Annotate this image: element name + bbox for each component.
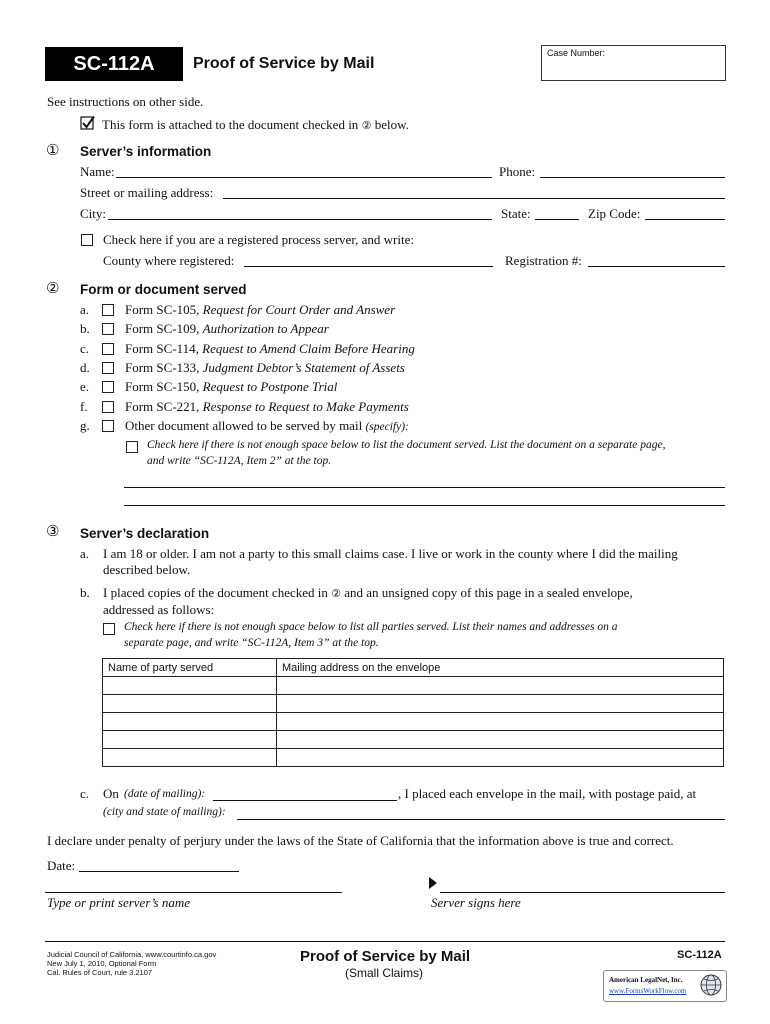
table-row xyxy=(103,749,724,767)
doc-desc: Request to Postpone Trial xyxy=(202,379,338,394)
street-label: Street or mailing address: xyxy=(80,185,214,200)
phone-field[interactable] xyxy=(540,177,725,178)
attached-text-pre: This form is attached to the document checked in xyxy=(102,117,359,132)
state-label: State: xyxy=(501,206,531,221)
doc-letter: g. xyxy=(80,418,90,433)
address-cell[interactable] xyxy=(277,695,724,713)
globe-icon xyxy=(700,974,722,996)
doc-checkbox[interactable] xyxy=(102,420,114,432)
form-code-badge xyxy=(45,47,183,81)
other-doc-specify: (specify): xyxy=(365,421,409,433)
address-cell[interactable] xyxy=(277,677,724,695)
footer-title: Proof of Service by Mail xyxy=(300,948,471,965)
doc-desc: Request for Court Order and Answer xyxy=(202,302,396,317)
doc-checkbox[interactable] xyxy=(102,304,114,316)
legalnet-name: American LegalNet, Inc. xyxy=(609,976,683,984)
decl-c-letter: c. xyxy=(80,786,90,801)
county-label: County where registered: xyxy=(103,253,235,268)
footer-form-code: SC-112A xyxy=(677,949,722,961)
server-name-label: Type or print server’s name xyxy=(47,895,190,910)
decl-b-ref: ② xyxy=(331,587,342,600)
form-code: SC-112A xyxy=(73,52,155,75)
party-name-cell[interactable] xyxy=(103,677,277,695)
doc-checkbox[interactable] xyxy=(102,343,114,355)
column-header: Mailing address on the envelope xyxy=(277,659,724,677)
table-row xyxy=(103,713,724,731)
mailing-city-field[interactable] xyxy=(237,819,725,820)
doc-space-note-1: Check here if there is not enough space below to list the document served. List the document on a separate page, xyxy=(147,439,666,451)
party-name-cell[interactable] xyxy=(103,749,277,767)
doc-letter: a. xyxy=(80,302,90,317)
city-field[interactable] xyxy=(108,219,492,220)
parties-table xyxy=(102,658,724,767)
doc-form: Form SC-150, xyxy=(125,379,200,394)
section2-title: Form or document served xyxy=(80,282,247,297)
footer-divider xyxy=(45,941,725,942)
party-name-cell[interactable] xyxy=(103,695,277,713)
zip-label: Zip Code: xyxy=(588,206,641,221)
footer-council: Judicial Council of California, www.courtinfo.ca.gov xyxy=(47,950,217,959)
party-name-cell[interactable] xyxy=(103,713,277,731)
case-number-field[interactable] xyxy=(541,45,726,81)
doc-letter: d. xyxy=(80,360,90,375)
name-label: Name: xyxy=(80,164,115,179)
form-title: Proof of Service by Mail xyxy=(193,55,375,72)
name-field[interactable] xyxy=(116,177,492,178)
table-row xyxy=(103,695,724,713)
doc-letter: e. xyxy=(80,379,90,394)
section3-title: Server’s declaration xyxy=(80,526,210,541)
doc-checkbox[interactable] xyxy=(102,381,114,393)
doc-letter: b. xyxy=(80,321,90,336)
zip-field[interactable] xyxy=(645,219,725,220)
doc-form: Form SC-114, xyxy=(125,341,199,356)
attached-statement xyxy=(102,117,409,133)
attached-checkbox[interactable] xyxy=(80,115,94,129)
mailing-city-label: (city and state of mailing): xyxy=(103,806,226,818)
signature-label: Server signs here xyxy=(431,895,521,910)
footer-left xyxy=(47,950,267,977)
footer-subtitle: (Small Claims) xyxy=(345,966,423,980)
mailing-date-field[interactable] xyxy=(213,800,397,801)
table-header-row xyxy=(103,659,724,677)
doc-desc: Authorization to Appear xyxy=(202,321,329,336)
section2-number: ② xyxy=(46,279,60,297)
party-name-cell[interactable] xyxy=(103,731,277,749)
doc-item xyxy=(125,341,415,357)
other-doc-field-line[interactable] xyxy=(124,487,725,488)
doc-item xyxy=(125,302,395,318)
perjury-declaration: I declare under penalty of perjury under the laws of the State of California that the information above is true and correct. xyxy=(47,833,674,848)
table-row xyxy=(103,677,724,695)
address-cell[interactable] xyxy=(277,749,724,767)
doc-item xyxy=(125,399,409,415)
doc-item xyxy=(125,321,329,337)
doc-desc: Judgment Debtor’s Statement of Assets xyxy=(202,360,405,375)
server-name-field[interactable] xyxy=(45,892,342,893)
signature-field[interactable] xyxy=(440,892,725,893)
sign-arrow-icon xyxy=(428,876,438,890)
doc-item xyxy=(125,360,405,376)
county-field[interactable] xyxy=(244,266,493,267)
other-doc-field-line[interactable] xyxy=(124,505,725,506)
registration-label: Registration #: xyxy=(505,253,582,268)
decl-c-text: , I placed each envelope in the mail, with postage paid, at xyxy=(398,786,697,801)
doc-checkbox[interactable] xyxy=(102,401,114,413)
legalnet-badge[interactable] xyxy=(603,970,727,1002)
parties-space-checkbox[interactable] xyxy=(103,623,115,635)
doc-letter: c. xyxy=(80,341,90,356)
doc-desc: Response to Request to Make Payments xyxy=(202,399,409,414)
date-label: Date: xyxy=(47,858,76,873)
case-number-label: Case Number: xyxy=(547,48,606,58)
mailing-date-label: (date of mailing): xyxy=(124,788,206,800)
decl-b-text xyxy=(103,585,633,601)
registered-server-checkbox[interactable] xyxy=(81,234,93,246)
decl-a-text-2: described below. xyxy=(103,562,191,577)
instructions-note: See instructions on other side. xyxy=(47,94,204,109)
decl-b-text-2: addressed as follows: xyxy=(103,602,215,617)
registration-field[interactable] xyxy=(588,266,725,267)
doc-item xyxy=(125,418,409,434)
decl-b-post: and an unsigned copy of this page in a sealed envelope, xyxy=(344,585,633,600)
doc-form: Form SC-133, xyxy=(125,360,200,375)
state-field[interactable] xyxy=(535,219,579,220)
doc-checkbox[interactable] xyxy=(102,362,114,374)
section3-number: ③ xyxy=(46,522,60,540)
doc-form: Form SC-109, xyxy=(125,321,200,336)
doc-item xyxy=(125,379,337,395)
table-row xyxy=(103,731,724,749)
decl-c-on: On xyxy=(103,786,119,801)
doc-form: Form SC-105, xyxy=(125,302,200,317)
parties-space-note-1: Check here if there is not enough space below to list all parties served. List their names and addresses on a xyxy=(124,621,618,633)
doc-space-note-2: and write “SC-112A, Item 2” at the top. xyxy=(147,455,332,467)
address-cell[interactable] xyxy=(277,731,724,749)
phone-label: Phone: xyxy=(499,164,536,179)
street-field[interactable] xyxy=(223,198,725,199)
footer-version: New July 1, 2010, Optional Form xyxy=(47,959,157,968)
column-header: Name of party served xyxy=(103,659,277,677)
attached-ref: ② xyxy=(361,119,372,132)
decl-b-pre: I placed copies of the document checked in xyxy=(103,585,328,600)
doc-space-checkbox[interactable] xyxy=(126,441,138,453)
other-doc-label: Other document allowed to be served by mail xyxy=(125,418,363,433)
address-cell[interactable] xyxy=(277,713,724,731)
decl-a-letter: a. xyxy=(80,546,90,561)
section1-number: ① xyxy=(46,141,60,159)
checked-box-icon xyxy=(80,115,96,131)
parties-space-note-2: separate page, and write “SC-112A, Item 3” at the top. xyxy=(124,637,379,649)
doc-checkbox[interactable] xyxy=(102,323,114,335)
section1-title: Server’s information xyxy=(80,144,212,159)
registered-server-label: Check here if you are a registered process server, and write: xyxy=(103,232,414,247)
doc-letter: f. xyxy=(80,399,88,414)
decl-a-text-1: I am 18 or older. I am not a party to this small claims case. I live or work in the county where I did the mailing xyxy=(103,546,678,561)
doc-form: Form SC-221, xyxy=(125,399,200,414)
attached-text-post: below. xyxy=(374,117,409,132)
footer-rule: Cal. Rules of Court, rule 3.2107 xyxy=(47,968,153,977)
decl-b-letter: b. xyxy=(80,585,90,600)
city-label: City: xyxy=(80,206,107,221)
doc-desc: Request to Amend Claim Before Hearing xyxy=(202,341,415,356)
legalnet-link[interactable]: www.FormsWorkFlow.com xyxy=(609,987,687,995)
date-field[interactable] xyxy=(79,871,239,872)
